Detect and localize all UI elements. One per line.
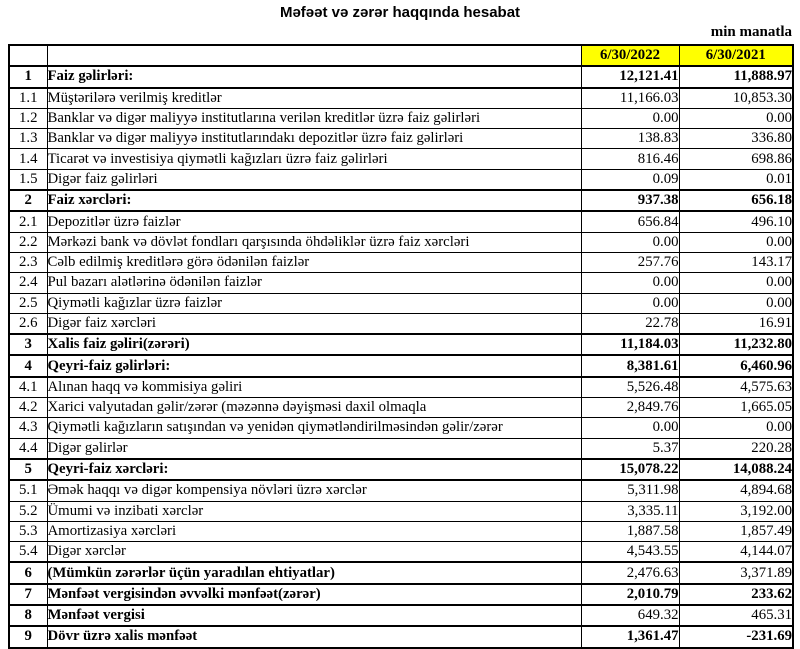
row-no-cell: 5.1: [9, 480, 47, 501]
col-header-2022: 6/30/2022: [581, 45, 679, 66]
row-value-2022-cell: 5,311.98: [581, 480, 679, 501]
row-value-2022-cell: 138.83: [581, 129, 679, 149]
header-row: [9, 45, 793, 66]
row-value-2022-cell: 22.78: [581, 313, 679, 334]
table-row: [9, 398, 793, 418]
row-value-2021-cell: 11,888.97: [679, 66, 793, 87]
row-value-2022-cell: 649.32: [581, 605, 679, 626]
table-row: [9, 459, 793, 480]
description-header-cell: [47, 45, 581, 66]
row-label-cell: (Mümkün zərərlər üçün yaradılan ehtiyatlar): [47, 562, 581, 583]
row-no-cell: 2.2: [9, 232, 47, 252]
table-row: [9, 626, 793, 647]
row-value-2022-cell: 1,361.47: [581, 626, 679, 647]
corner-cell: [9, 45, 47, 66]
row-value-2021-cell: 3,371.89: [679, 562, 793, 583]
row-value-2022-cell: 4,543.55: [581, 542, 679, 563]
table-row: [9, 480, 793, 501]
row-no-cell: 2.3: [9, 252, 47, 272]
row-value-2021-cell: 3,192.00: [679, 501, 793, 521]
row-value-2022-cell: 0.00: [581, 293, 679, 313]
row-value-2022-cell: 2,476.63: [581, 562, 679, 583]
row-no-cell: 5.3: [9, 521, 47, 541]
row-label-cell: Amortizasiya xərcləri: [47, 521, 581, 541]
table-row: [9, 562, 793, 583]
row-value-2021-cell: 233.62: [679, 584, 793, 605]
row-no-cell: 4.2: [9, 398, 47, 418]
row-value-2021-cell: 1,665.05: [679, 398, 793, 418]
row-value-2022-cell: 5,526.48: [581, 377, 679, 398]
row-label-cell: Depozitlər üzrə faizlər: [47, 211, 581, 232]
row-no-cell: 8: [9, 605, 47, 626]
row-value-2021-cell: 698.86: [679, 149, 793, 169]
table-row: [9, 108, 793, 128]
row-value-2021-cell: 4,575.63: [679, 377, 793, 398]
row-label-cell: Digər faiz xərcləri: [47, 313, 581, 334]
row-value-2021-cell: 4,144.07: [679, 542, 793, 563]
table-row: [9, 438, 793, 459]
row-no-cell: 9: [9, 626, 47, 647]
row-value-2022-cell: 5.37: [581, 438, 679, 459]
table-body: [9, 66, 793, 647]
row-label-cell: Qeyri-faiz xərcləri:: [47, 459, 581, 480]
table-row: [9, 273, 793, 293]
row-value-2021-cell: 1,857.49: [679, 521, 793, 541]
table-row: [9, 334, 793, 355]
row-label-cell: Mənfəət vergisindən əvvəlki mənfəət(zərər): [47, 584, 581, 605]
row-value-2022-cell: 2,849.76: [581, 398, 679, 418]
row-value-2021-cell: 0.00: [679, 232, 793, 252]
table-row: [9, 149, 793, 169]
row-value-2021-cell: 11,232.80: [679, 334, 793, 355]
row-label-cell: Mənfəət vergisi: [47, 605, 581, 626]
row-label-cell: Digər gəlirlər: [47, 438, 581, 459]
row-no-cell: 4.3: [9, 418, 47, 438]
row-value-2022-cell: 2,010.79: [581, 584, 679, 605]
row-label-cell: Digər faiz gəlirləri: [47, 169, 581, 190]
row-value-2022-cell: 1,887.58: [581, 521, 679, 541]
table-row: [9, 355, 793, 376]
table-row: [9, 129, 793, 149]
table-row: [9, 584, 793, 605]
row-value-2022-cell: 8,381.61: [581, 355, 679, 376]
row-label-cell: Pul bazarı alətlərinə ödənilən faizlər: [47, 273, 581, 293]
row-label-cell: Mərkəzi bank və dövlət fondları qarşısında öhdəliklər üzrə faiz xərcləri: [47, 232, 581, 252]
row-label-cell: Xarici valyutadan gəlir/zərər (məzənnə dəyişməsi daxil olmaqla: [47, 398, 581, 418]
row-no-cell: 3: [9, 334, 47, 355]
row-no-cell: 6: [9, 562, 47, 583]
row-label-cell: Alınan haqq və kommisiya gəliri: [47, 377, 581, 398]
row-no-cell: 1.4: [9, 149, 47, 169]
row-label-cell: Qiymətli kağızların satışından və yenidən qiymətləndirilməsindən gəlir/zərər: [47, 418, 581, 438]
row-label-cell: Dövr üzrə xalis mənfəət: [47, 626, 581, 647]
row-no-cell: 7: [9, 584, 47, 605]
row-no-cell: 1: [9, 66, 47, 87]
row-no-cell: 1.1: [9, 88, 47, 109]
row-no-cell: 1.3: [9, 129, 47, 149]
row-value-2022-cell: 11,166.03: [581, 88, 679, 109]
row-value-2022-cell: 3,335.11: [581, 501, 679, 521]
row-value-2022-cell: 12,121.41: [581, 66, 679, 87]
table-row: [9, 501, 793, 521]
row-value-2022-cell: 15,078.22: [581, 459, 679, 480]
table-row: [9, 190, 793, 211]
row-label-cell: Faiz gəlirləri:: [47, 66, 581, 87]
row-label-cell: Ticarət və investisiya qiymətli kağızları üzrə faiz gəlirləri: [47, 149, 581, 169]
row-value-2021-cell: 16.91: [679, 313, 793, 334]
row-value-2022-cell: 0.09: [581, 169, 679, 190]
row-label-cell: Xalis faiz gəliri(zərəri): [47, 334, 581, 355]
col-header-2021: 6/30/2021: [679, 45, 793, 66]
row-value-2021-cell: 0.00: [679, 273, 793, 293]
row-value-2022-cell: 816.46: [581, 149, 679, 169]
row-value-2022-cell: 937.38: [581, 190, 679, 211]
row-value-2021-cell: -231.69: [679, 626, 793, 647]
row-label-cell: Banklar və digər maliyyə institutlarındakı depozitlər üzrə faiz gəlirləri: [47, 129, 581, 149]
row-no-cell: 4.1: [9, 377, 47, 398]
row-no-cell: 2: [9, 190, 47, 211]
unit-note: min manatla: [710, 24, 792, 40]
row-value-2022-cell: 257.76: [581, 252, 679, 272]
row-label-cell: Faiz xərcləri:: [47, 190, 581, 211]
row-label-cell: Ümumi və inzibati xərclər: [47, 501, 581, 521]
row-no-cell: 2.4: [9, 273, 47, 293]
table-row: [9, 88, 793, 109]
row-value-2021-cell: 0.00: [679, 418, 793, 438]
row-label-cell: Qiymətli kağızlar üzrə faizlər: [47, 293, 581, 313]
row-no-cell: 5.4: [9, 542, 47, 563]
row-value-2021-cell: 336.80: [679, 129, 793, 149]
row-no-cell: 5: [9, 459, 47, 480]
row-value-2022-cell: 0.00: [581, 273, 679, 293]
table-row: [9, 542, 793, 563]
row-no-cell: 4: [9, 355, 47, 376]
row-label-cell: Qeyri-faiz gəlirləri:: [47, 355, 581, 376]
row-no-cell: 1.2: [9, 108, 47, 128]
report-table: [8, 44, 794, 649]
row-value-2021-cell: 6,460.96: [679, 355, 793, 376]
row-label-cell: Banklar və digər maliyyə institutlarına verilən kreditlər üzrə faiz gəlirləri: [47, 108, 581, 128]
row-value-2021-cell: 143.17: [679, 252, 793, 272]
table-row: [9, 252, 793, 272]
row-value-2021-cell: 4,894.68: [679, 480, 793, 501]
row-value-2021-cell: 496.10: [679, 211, 793, 232]
row-value-2021-cell: 0.00: [679, 293, 793, 313]
table-row: [9, 313, 793, 334]
row-value-2021-cell: 14,088.24: [679, 459, 793, 480]
row-value-2021-cell: 465.31: [679, 605, 793, 626]
table-row: [9, 521, 793, 541]
row-value-2021-cell: 656.18: [679, 190, 793, 211]
row-label-cell: Cəlb edilmiş kreditlərə görə ödənilən faizlər: [47, 252, 581, 272]
table-row: [9, 293, 793, 313]
row-value-2021-cell: 0.00: [679, 108, 793, 128]
table-row: [9, 418, 793, 438]
report-title: Məfəət və zərər haqqında hesabat: [279, 4, 521, 21]
row-no-cell: 5.2: [9, 501, 47, 521]
row-value-2022-cell: 0.00: [581, 108, 679, 128]
table-row: [9, 66, 793, 87]
table-row: [9, 169, 793, 190]
row-label-cell: Digər xərclər: [47, 542, 581, 563]
row-value-2021-cell: 0.01: [679, 169, 793, 190]
row-label-cell: Əmək haqqı və digər kompensiya növləri üzrə xərclər: [47, 480, 581, 501]
row-no-cell: 4.4: [9, 438, 47, 459]
table-row: [9, 232, 793, 252]
row-no-cell: 1.5: [9, 169, 47, 190]
row-no-cell: 2.6: [9, 313, 47, 334]
row-no-cell: 2.5: [9, 293, 47, 313]
row-no-cell: 2.1: [9, 211, 47, 232]
table-row: [9, 605, 793, 626]
row-value-2022-cell: 656.84: [581, 211, 679, 232]
row-value-2021-cell: 10,853.30: [679, 88, 793, 109]
row-value-2022-cell: 0.00: [581, 232, 679, 252]
row-value-2022-cell: 0.00: [581, 418, 679, 438]
table-row: [9, 211, 793, 232]
row-value-2022-cell: 11,184.03: [581, 334, 679, 355]
row-label-cell: Müştərilərə verilmiş kreditlər: [47, 88, 581, 109]
row-value-2021-cell: 220.28: [679, 438, 793, 459]
table-row: [9, 377, 793, 398]
